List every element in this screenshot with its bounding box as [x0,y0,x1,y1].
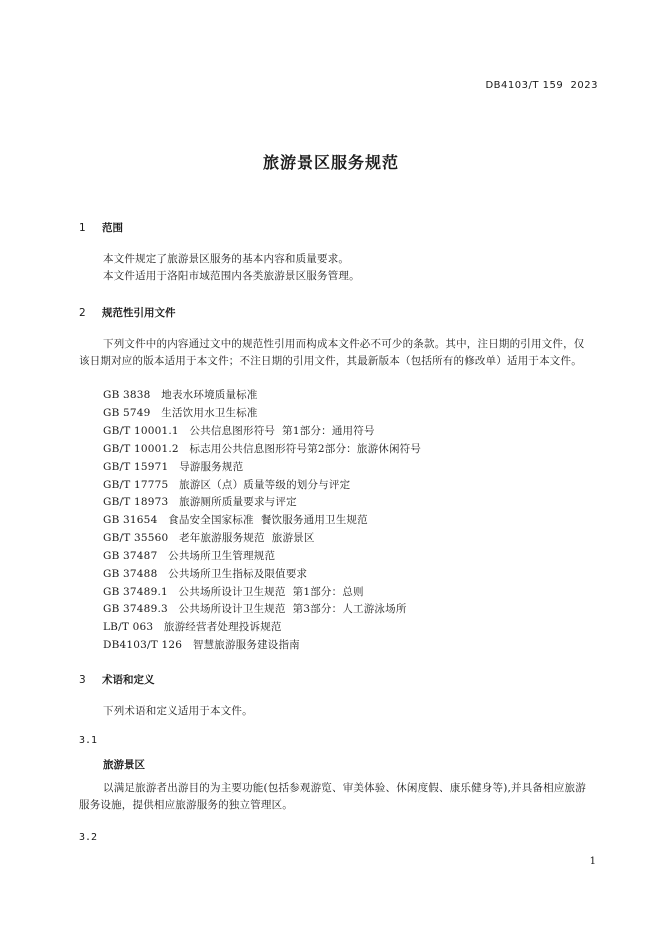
term-number: 3.1 [79,735,98,746]
reference-item: GB/T 10001.1 公共信息图形符号 第1部分：通用符号 [103,425,375,437]
reference-item: GB/T 17775 旅游区（点）质量等级的划分与评定 [103,479,351,491]
reference-item: DB4103/T 126 智慧旅游服务建设指南 [103,639,300,651]
section-2-heading [79,305,176,320]
reference-item: GB/T 35560 老年旅游服务规范 旅游景区 [103,532,315,544]
reference-item: GB/T 10001.2 标志用公共信息图形符号第2部分：旅游休闲符号 [103,443,422,455]
reference-item: LB/T 063 旅游经营者处理投诉规范 [103,621,282,633]
reference-item: GB 37489.3 公共场所设计卫生规范 第3部分：人工游泳场所 [103,603,407,615]
reference-item: GB 37488 公共场所卫生指标及限值要求 [103,568,308,580]
reference-item: GB 37487 公共场所卫生管理规范 [103,550,276,562]
section-3-heading [79,672,155,687]
section-number: 2 [79,307,86,319]
term-number: 3.2 [79,832,98,843]
section-number: 3 [79,674,86,686]
scope-paragraph-2: 本文件适用于洛阳市域范围内各类旅游景区服务管理。 [103,270,360,282]
terms-intro-paragraph: 下列术语和定义适用于本文件。 [103,705,253,717]
section-title: 范围 [102,222,123,234]
section-1-heading [79,220,123,235]
reference-item: GB 31654 食品安全国家标准 餐饮服务通用卫生规范 [103,514,368,526]
page-number: 1 [589,856,596,867]
reference-item: GB 5749 生活饮用水卫生标准 [103,407,258,419]
section-number: 1 [79,222,86,234]
reference-item: GB/T 18973 旅游厕所质量要求与评定 [103,496,297,508]
term-definition: 以满足旅游者出游目的为主要功能(包括参观游览、审美体验、休闲度假、康乐健身等),并具备相应旅游服务设施，提供相应旅游服务的独立管理区。 [79,782,586,811]
document-code: DB4103/T 159 2023 [485,80,598,91]
document-title: 旅游景区服务规范 [262,153,399,172]
references-intro-paragraph: 下列文件中的内容通过文中的规范性引用而构成本文件必不可少的条款。其中，注日期的引用文件，仅该日期对应的版本适用于本文件；不注日期的引用文件，其最新版本（包括所有的修改单）适用于本文件。 [79,338,585,367]
term-name: 旅游景区 [103,759,145,771]
section-title: 术语和定义 [102,674,155,686]
reference-item: GB 37489.1 公共场所设计卫生规范 第1部分：总则 [103,586,364,598]
reference-item: GB 3838 地表水环境质量标准 [103,389,258,401]
reference-item: GB/T 15971 导游服务规范 [103,461,244,473]
section-title: 规范性引用文件 [102,307,176,319]
scope-paragraph-1: 本文件规定了旅游景区服务的基本内容和质量要求。 [103,253,350,265]
